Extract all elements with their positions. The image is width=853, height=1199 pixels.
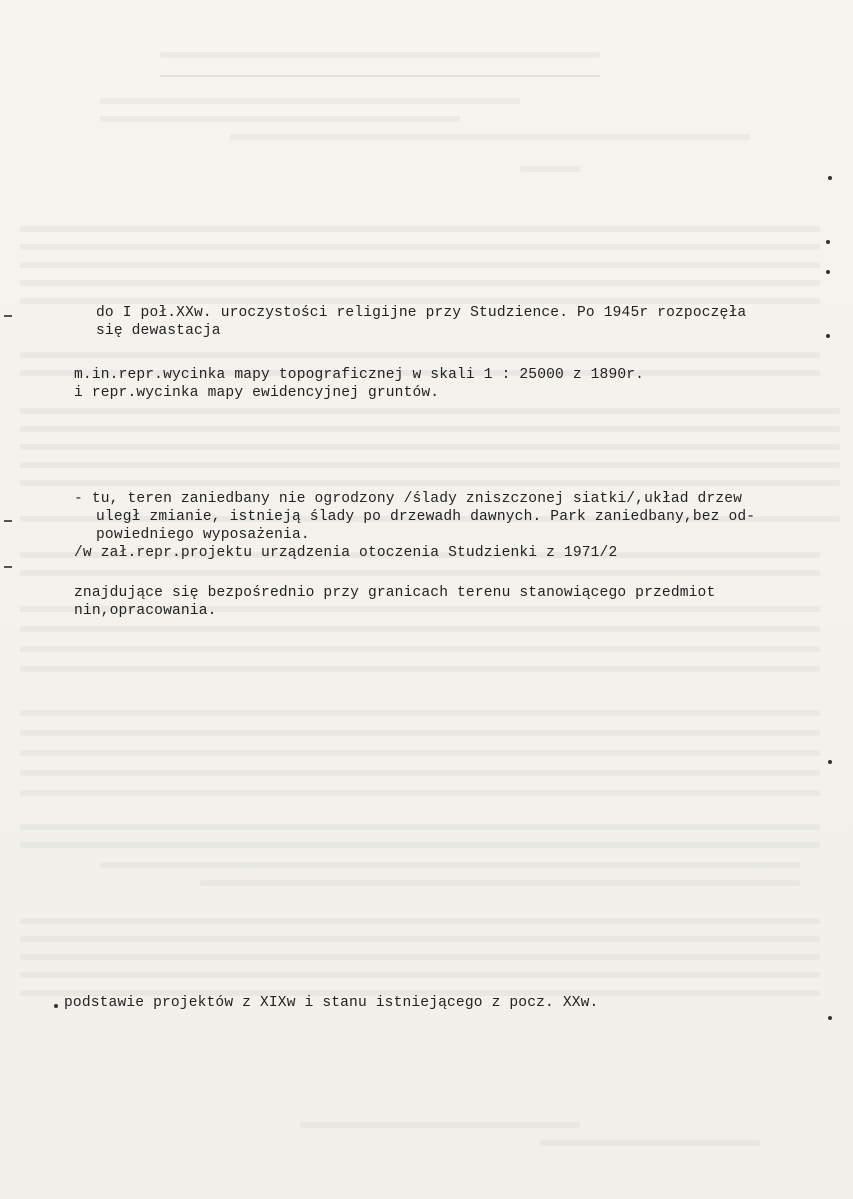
text-line: powiedniego wyposażenia. — [96, 527, 310, 543]
text-line: - tu, teren zaniedbany nie ogrodzony /ślady zniszczonej siatki/,układ drzew — [74, 491, 743, 507]
margin-mark — [4, 315, 12, 317]
text-line: do I poł.XXw. uroczystości religijne przy Studzience. Po 1945r rozpoczęła — [96, 305, 747, 321]
text-line: /w zał.repr.projektu urządzenia otoczenia Studzienki z 1971/2 — [74, 545, 618, 561]
margin-mark — [828, 760, 832, 764]
text-line: m.in.repr.wycinka mapy topograficznej w skali 1 : 25000 z 1890r. — [74, 367, 645, 383]
margin-mark — [826, 334, 830, 338]
margin-mark — [54, 1004, 58, 1008]
margin-mark — [826, 270, 830, 274]
text-line: podstawie projektów z XIXw i stanu istniejącego z pocz. XXw. — [64, 995, 599, 1011]
margin-mark — [826, 240, 830, 244]
margin-mark — [828, 176, 832, 180]
margin-mark — [4, 566, 12, 568]
text-line: znajdujące się bezpośrednio przy granicach terenu stanowiącego przedmiot — [74, 585, 716, 601]
margin-mark — [4, 520, 12, 522]
text-line: nin,opracowania. — [74, 603, 217, 619]
margin-mark — [828, 1016, 832, 1020]
text-line: i repr.wycinka mapy ewidencyjnej gruntów. — [74, 385, 440, 401]
text-line: się dewastacja — [96, 323, 221, 339]
text-line: uległ zmianie, istnieją ślady po drzewadh dawnych. Park zaniedbany,bez od- — [96, 509, 756, 525]
